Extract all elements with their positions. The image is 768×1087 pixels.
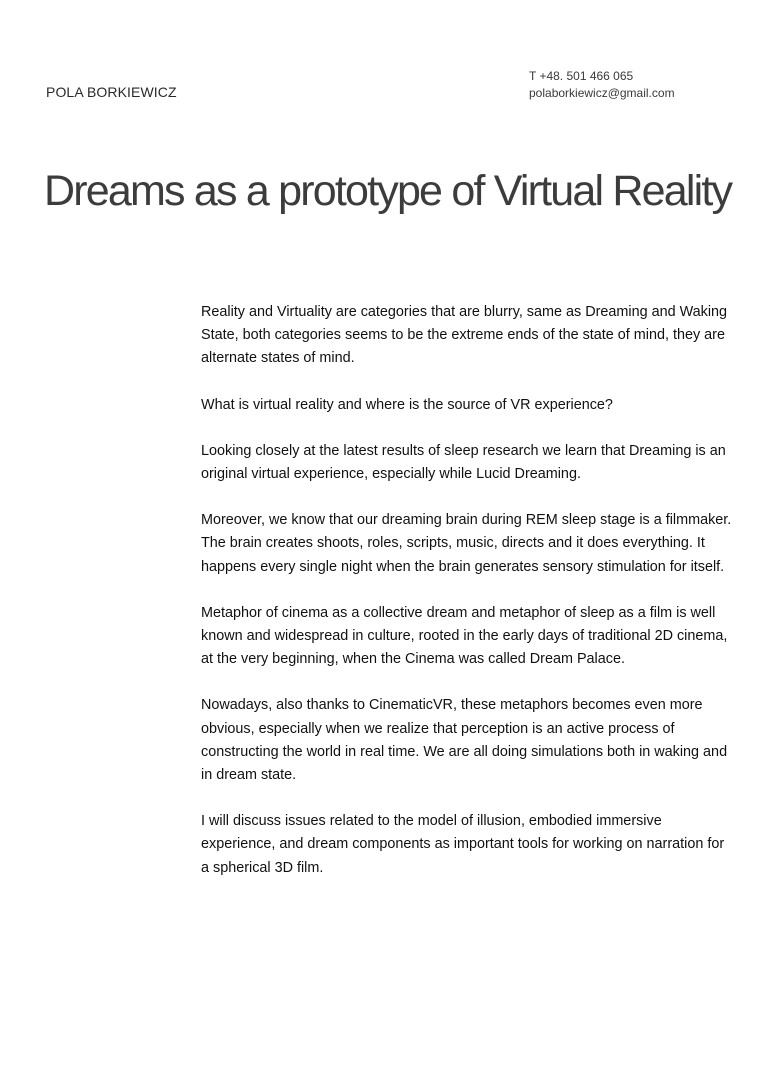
paragraph: I will discuss issues related to the model of illusion, embodied immersive experience, and dream components as important tools for working on narration for a spherical 3D film. <box>201 813 725 876</box>
paragraph: Looking closely at the latest results of sleep research we learn that Dreaming is an original virtual experience, especially while Lucid Dreaming. <box>201 442 726 483</box>
paragraph: What is virtual reality and where is the source of VR experience? <box>201 396 613 413</box>
document-title: Dreams as a prototype of Virtual Reality <box>44 167 732 215</box>
paragraph: Reality and Virtuality are categories that are blurry, same as Dreaming and Waking State, both categories seems to be the extreme ends of the state of mind, they are alternate states of mind. <box>201 304 728 367</box>
author-name: POLA BORKIEWICZ <box>46 84 177 100</box>
paragraph: Metaphor of cinema as a collective dream and metaphor of sleep as a film is well known and widespread in culture, rooted in the early days of traditional 2D cinema, at the very beginning, when the Cinema was called Dream Palace. <box>201 604 728 668</box>
paragraph: Moreover, we know that our dreaming brain during REM sleep stage is a filmmaker. The brain creates shoots, roles, scripts, music, directs and it does everything. It happens every single night when the brain generates sensory stimulation for itself. <box>201 512 732 575</box>
email-address: polaborkiewicz@gmail.com <box>529 86 675 100</box>
phone-number: T +48. 501 466 065 <box>529 69 634 83</box>
paragraph: Nowadays, also thanks to CinematicVR, these metaphors becomes even more obvious, especially when we realize that perception is an active process of constructing the world in real time. We are all doing simulations both in waking and in dream state. <box>201 697 728 784</box>
body-text <box>201 301 733 903</box>
contact-block <box>529 68 675 102</box>
